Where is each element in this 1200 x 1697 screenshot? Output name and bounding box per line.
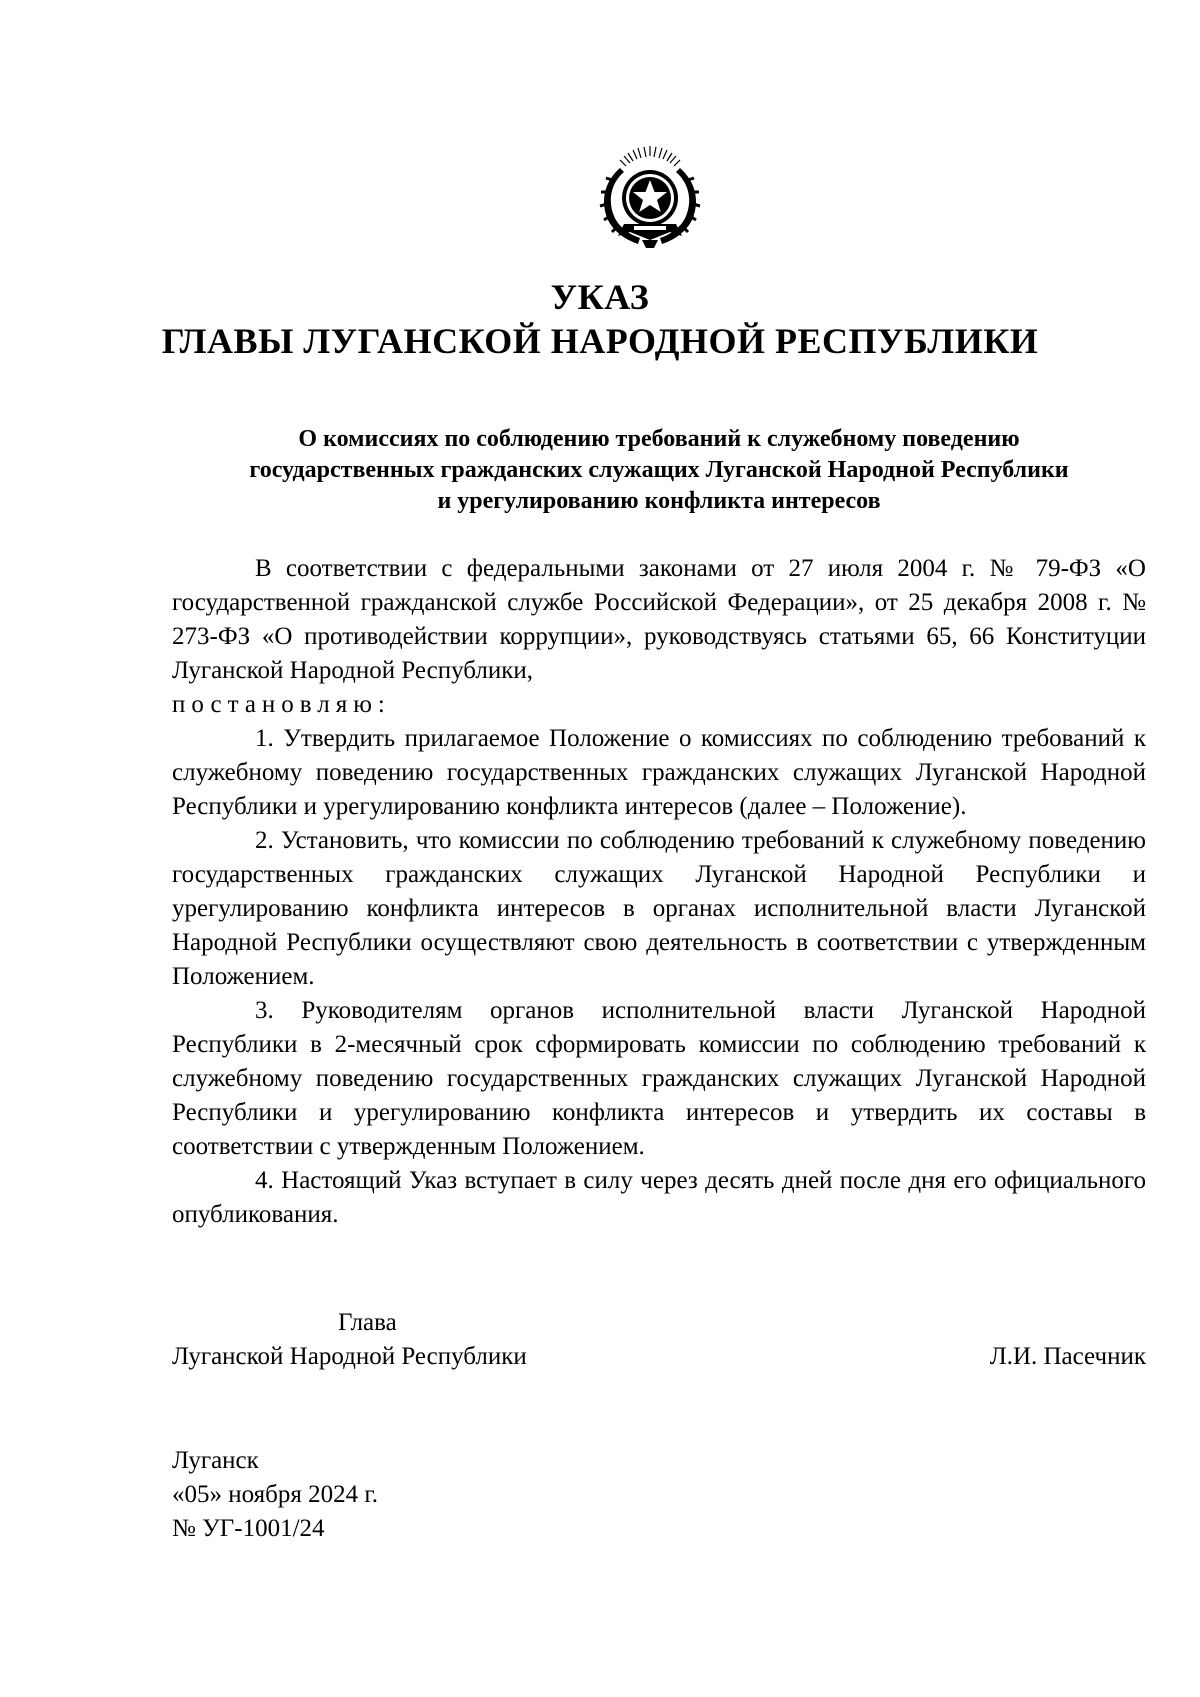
coat-of-arms-icon bbox=[590, 140, 710, 252]
decree-number: № УГ-1001/24 bbox=[172, 1515, 325, 1542]
item-paragraph-4: 4. Настоящий Указ вступает в силу через десять дней после дня его официального опубликования. bbox=[172, 1167, 1146, 1228]
issuance-details bbox=[172, 1444, 378, 1546]
subject-line-1: О комиссиях по соблюдению требований к служебному поведению bbox=[298, 426, 1020, 452]
issuer-title: ГЛАВЫ ЛУГАНСКОЙ НАРОДНОЙ РЕСПУБЛИКИ bbox=[161, 321, 1039, 361]
document-type-title: УКАЗ bbox=[550, 277, 650, 317]
subject-line-2: государственных гражданских служащих Луганской Народной Республики bbox=[249, 457, 1069, 483]
decree-subject bbox=[172, 424, 1146, 517]
item-paragraph-1: 1. Утвердить прилагаемое Положение о комиссиях по соблюдению требований к служебному поведению государственных гражданских служащих Луганской Народной Республики и урегулированию конфликта интересов (далее – Положение). bbox=[172, 725, 1146, 820]
issuance-city: Луганск bbox=[172, 1447, 259, 1474]
signature-block bbox=[172, 1306, 1146, 1374]
preamble-paragraph: В соответствии с федеральными законами от 27 июля 2004 г. № 79-ФЗ «О государственной гражданской службе Российской Федерации», от 25 декабря 2008 г. № 273-ФЗ «О противодействии коррупции», руководствуясь статьями 65, 66 Конституции Луганской Народной Республики, bbox=[172, 555, 1146, 684]
item-paragraph-3: 3. Руководителям органов исполнительной власти Луганской Народной Республики в 2-месячный срок сформировать комиссии по соблюдению требований к служебному поведению государственных гражданских служащих Луганской Народной Республики и урегулированию конфликта интересов и утвердить их составы в соответствии с утвержденным Положением. bbox=[172, 997, 1146, 1160]
item-paragraph-2: 2. Установить, что комиссии по соблюдению требований к служебному поведению государственных гражданских служащих Луганской Народной Республики и урегулированию конфликта интересов в органах исполнительной власти Луганской Народной Республики осуществляют свою деятельность в соответствии с утвержденным Положением. bbox=[172, 827, 1146, 990]
signatory-position-line-2: Луганской Народной Республики bbox=[172, 1343, 527, 1370]
signatory-position-line-1: Глава bbox=[338, 1309, 397, 1336]
signatory-name: Л.И. Пасечник bbox=[989, 1343, 1146, 1370]
issuance-date: «05» ноября 2024 г. bbox=[172, 1481, 379, 1508]
resolve-word: постановляю: bbox=[172, 691, 391, 718]
subject-line-3: и урегулированию конфликта интересов bbox=[437, 488, 881, 514]
signature-row bbox=[172, 1340, 1146, 1374]
decree-body bbox=[172, 552, 1146, 1232]
